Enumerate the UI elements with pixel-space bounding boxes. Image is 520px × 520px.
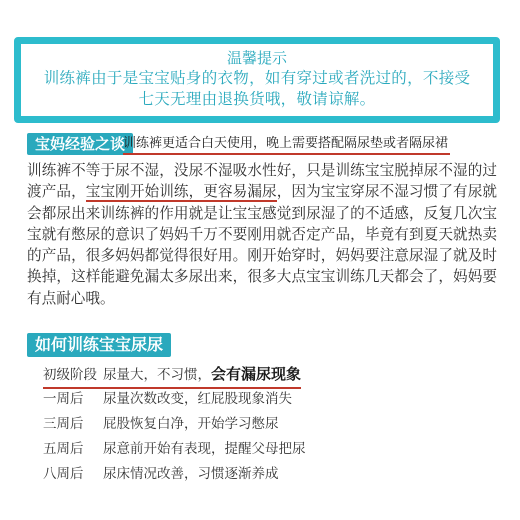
notice-box bbox=[14, 37, 500, 123]
notice-body bbox=[21, 68, 493, 110]
stage-label: 五周后 bbox=[43, 441, 84, 457]
stage-row bbox=[43, 462, 483, 487]
notice-line-2: 七天无理由退换货哦，敬请谅解。 bbox=[138, 90, 376, 108]
stage-label: 八周后 bbox=[43, 466, 84, 482]
stage-label: 初级阶段 bbox=[43, 363, 103, 389]
stage-label: 三周后 bbox=[43, 416, 84, 432]
experience-header bbox=[27, 133, 497, 155]
stage-desc: 尿量次数改变，红屁股现象消失 bbox=[103, 391, 292, 407]
stage-row bbox=[43, 437, 483, 462]
experience-tag: 宝妈经验之谈 bbox=[27, 133, 133, 155]
training-stage-list bbox=[43, 362, 483, 487]
stage-label: 一周后 bbox=[43, 391, 84, 407]
stage-desc: 屁股恢复白净，开始学习憋尿 bbox=[103, 416, 279, 432]
notice-line-1: 训练裤由于是宝宝贴身的衣物，如有穿过或者洗过的，不接受 bbox=[43, 69, 471, 87]
paragraph-text-b: ，因为宝宝穿尿不湿习惯了有尿就会都尿出来训练裤的作用就是让宝宝感觉到尿湿了的不适感，反复几次宝宝就有憋尿的意识了妈妈千万不要刚用就否定产品，毕竟有到夏天就热卖的产品，很多妈妈都觉得很好用。刚开始穿时，妈妈要注意尿湿了就及时换掉，这样能避免漏太多尿出来，很多大点宝宝训练几天都会了，妈妈要有点耐心哦。 bbox=[27, 183, 497, 307]
training-tag: 如何训练宝宝尿尿 bbox=[27, 333, 171, 357]
experience-paragraph bbox=[27, 160, 497, 309]
stage-emphasis: 会有漏尿现象 bbox=[211, 365, 302, 383]
night-use-tip: 训练裤更适合白天使用，晚上需要搭配隔尿垫或者隔尿裙 bbox=[123, 135, 450, 155]
stage-desc: 尿量大，不习惯，会有漏尿现象 bbox=[103, 362, 301, 389]
paragraph-text-a: 训练裤不等于尿不湿，没尿不湿吸水性好，只是训练宝宝脱掉尿不湿的过渡产品， bbox=[27, 162, 497, 201]
stage-row bbox=[43, 387, 483, 412]
notice-title: 温馨提示 bbox=[226, 49, 287, 67]
stage-row bbox=[43, 412, 483, 437]
training-header bbox=[27, 333, 171, 357]
paragraph-highlight: 宝宝刚开始训练，更容易漏尿 bbox=[85, 183, 277, 201]
stage-desc: 尿意前开始有表现，提醒父母把尿 bbox=[103, 441, 306, 457]
stage-desc: 尿床情况改善，习惯逐渐养成 bbox=[103, 466, 279, 482]
stage-row bbox=[43, 362, 483, 387]
